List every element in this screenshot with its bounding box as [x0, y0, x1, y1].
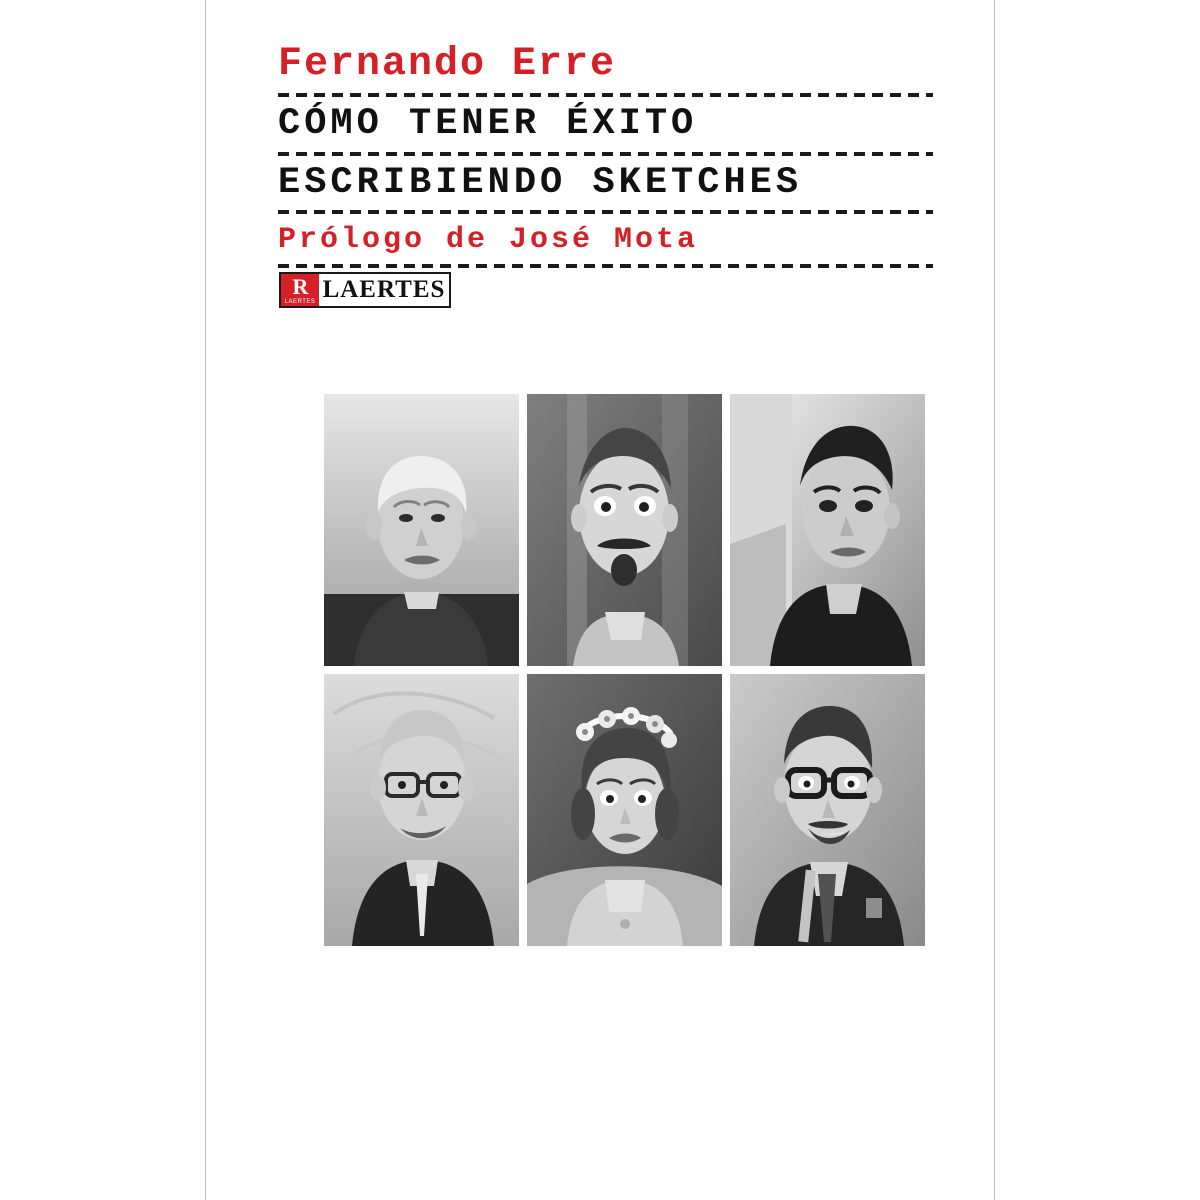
- publisher-name: LAERTES: [322, 276, 446, 303]
- publisher-mark-glyph: R: [292, 273, 308, 299]
- portrait-illustration-2: [527, 394, 722, 666]
- portrait-illustration-3: [730, 394, 925, 666]
- book-title-line-2: ESCRIBIENDO SKETCHES: [278, 161, 803, 204]
- portrait-photo-6: [730, 674, 925, 946]
- book-cover: [205, 0, 995, 1200]
- portrait-illustration-4: [324, 674, 519, 946]
- portrait-photo-4: [324, 674, 519, 946]
- prologue-credit: Prólogo de José Mota: [278, 223, 699, 258]
- portrait-illustration-1: [324, 394, 519, 666]
- publisher-logo: [279, 272, 451, 308]
- dashed-rule-3: [278, 207, 933, 217]
- title-block: [278, 44, 938, 274]
- author-name: Fernando Erre: [278, 42, 617, 87]
- portrait-illustration-5: [527, 674, 722, 946]
- dashed-rule-1: [278, 90, 933, 100]
- dashed-rule-4: [278, 261, 933, 271]
- dashed-rule-2: [278, 149, 933, 159]
- publisher-mark-icon: [281, 274, 319, 306]
- portrait-grid: [324, 394, 924, 946]
- book-title-line-1: CÓMO TENER ÉXITO: [278, 103, 698, 145]
- portrait-photo-1: [324, 394, 519, 666]
- publisher-mark-subtext: LAERTES: [284, 298, 316, 305]
- portrait-photo-5: [527, 674, 722, 946]
- book-cover-inner: [206, 0, 994, 1200]
- portrait-photo-2: [527, 394, 722, 666]
- portrait-illustration-6: [730, 674, 925, 946]
- portrait-photo-3: [730, 394, 925, 666]
